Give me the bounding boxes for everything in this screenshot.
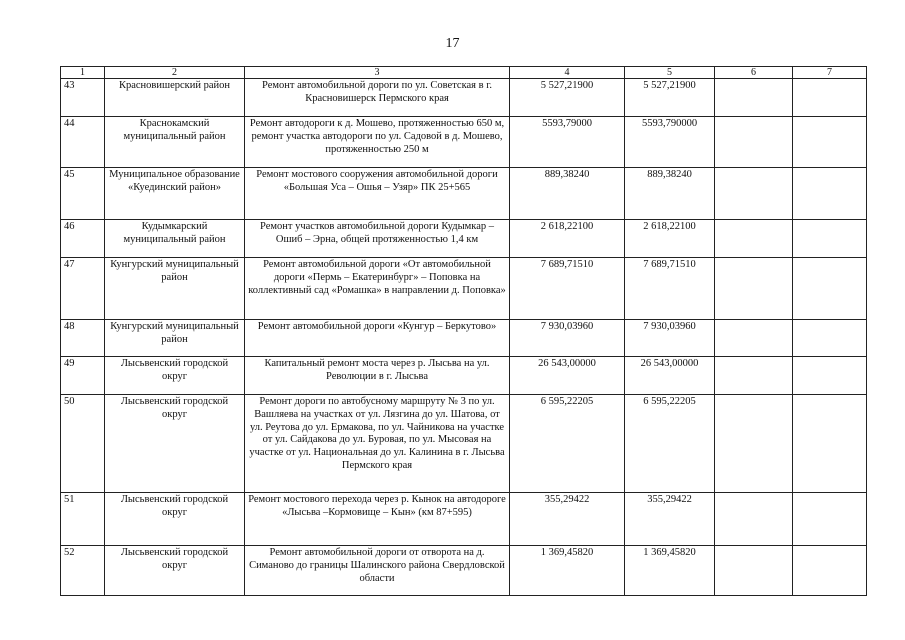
- amount-col4-cell: 355,29422: [510, 493, 625, 546]
- work-description-cell: Ремонт автомобильной дороги «От автомобильной дороги «Пермь – Екатеринбург» – Поповка на коллективный сад «Ромашка» в направлении д. Поповка»: [245, 258, 510, 320]
- header-row: [61, 67, 867, 79]
- work-description-cell: Ремонт участков автомобильной дороги Кудымкар – Ошиб – Эрна, общей протяженностью 1,4 км: [245, 220, 510, 258]
- row-number-cell: 47: [61, 258, 105, 320]
- row-number-cell: 49: [61, 357, 105, 395]
- col7-cell: [793, 258, 867, 320]
- column-header: 1: [61, 67, 105, 79]
- amount-col5-cell: 7 689,71510: [625, 258, 715, 320]
- amount-col5-cell: 2 618,22100: [625, 220, 715, 258]
- amount-col4-cell: 5593,79000: [510, 117, 625, 168]
- row-number-cell: 46: [61, 220, 105, 258]
- district-cell: Красновишерский район: [105, 79, 245, 117]
- amount-col4-cell: 1 369,45820: [510, 546, 625, 596]
- table-row: [61, 546, 867, 596]
- col6-cell: [715, 395, 793, 493]
- district-cell: Лысьвенский городской округ: [105, 357, 245, 395]
- amount-col5-cell: 26 543,00000: [625, 357, 715, 395]
- col6-cell: [715, 258, 793, 320]
- work-description-cell: Ремонт автомобильной дороги от отворота на д. Симаново до границы Шалинского района Свердловской области: [245, 546, 510, 596]
- table-row: [61, 395, 867, 493]
- col6-cell: [715, 357, 793, 395]
- table-row: [61, 220, 867, 258]
- work-description-cell: Ремонт автомобильной дороги «Кунгур – Беркутово»: [245, 320, 510, 357]
- district-cell: Кунгурский муниципальный район: [105, 258, 245, 320]
- page-number: 17: [445, 36, 460, 51]
- column-header: 4: [510, 67, 625, 79]
- col7-cell: [793, 320, 867, 357]
- data-table: [60, 66, 867, 596]
- amount-col5-cell: 5 527,21900: [625, 79, 715, 117]
- amount-col4-cell: 5 527,21900: [510, 79, 625, 117]
- column-header: 2: [105, 67, 245, 79]
- row-number-cell: 50: [61, 395, 105, 493]
- work-description-cell: Ремонт дороги по автобусному маршруту № 3 по ул. Вашляева на участках от ул. Лязгина до ул. Шатова, от ул. Реутова до ул. Ермакова, по ул. Чайникова на участке от ул. Сайдакова до ул. Буровая, по ул. Мысовая на участке от ул. Национальная до ул. Калинина в г. Лысьва Пермского края: [245, 395, 510, 493]
- work-description-cell: Капитальный ремонт моста через р. Лысьва на ул. Революции в г. Лысьва: [245, 357, 510, 395]
- col7-cell: [793, 395, 867, 493]
- col6-cell: [715, 79, 793, 117]
- row-number-cell: 52: [61, 546, 105, 596]
- work-description-cell: Ремонт автомобильной дороги по ул. Советская в г. Красновишерск Пермского края: [245, 79, 510, 117]
- column-header: 6: [715, 67, 793, 79]
- table-row: [61, 493, 867, 546]
- district-cell: Лысьвенский городской округ: [105, 395, 245, 493]
- table-row: [61, 79, 867, 117]
- amount-col4-cell: 26 543,00000: [510, 357, 625, 395]
- row-number-cell: 44: [61, 117, 105, 168]
- district-cell: Кудымкарский муниципальный район: [105, 220, 245, 258]
- col7-cell: [793, 117, 867, 168]
- amount-col4-cell: 7 689,71510: [510, 258, 625, 320]
- table-row: [61, 320, 867, 357]
- amount-col5-cell: 889,38240: [625, 168, 715, 220]
- district-cell: Лысьвенский городской округ: [105, 546, 245, 596]
- col6-cell: [715, 117, 793, 168]
- col6-cell: [715, 220, 793, 258]
- amount-col5-cell: 1 369,45820: [625, 546, 715, 596]
- col7-cell: [793, 357, 867, 395]
- column-header: 7: [793, 67, 867, 79]
- row-number-cell: 43: [61, 79, 105, 117]
- amount-col5-cell: 6 595,22205: [625, 395, 715, 493]
- amount-col5-cell: 5593,790000: [625, 117, 715, 168]
- district-cell: Кунгурский муниципальный район: [105, 320, 245, 357]
- col7-cell: [793, 79, 867, 117]
- work-description-cell: Ремонт мостового перехода через р. Кынок на автодороге «Лысьва –Кормовище – Кын» (км 87+595): [245, 493, 510, 546]
- amount-col4-cell: 889,38240: [510, 168, 625, 220]
- district-cell: Муниципальное образование «Куединский район»: [105, 168, 245, 220]
- amount-col4-cell: 2 618,22100: [510, 220, 625, 258]
- table-row: [61, 117, 867, 168]
- column-header: 3: [245, 67, 510, 79]
- district-cell: Лысьвенский городской округ: [105, 493, 245, 546]
- col7-cell: [793, 168, 867, 220]
- amount-col4-cell: 6 595,22205: [510, 395, 625, 493]
- col7-cell: [793, 220, 867, 258]
- row-number-cell: 48: [61, 320, 105, 357]
- work-description-cell: Ремонт автодороги к д. Мошево, протяженностью 650 м, ремонт участка автодороги по ул. Садовой в д. Мошево, протяженностью 250 м: [245, 117, 510, 168]
- col6-cell: [715, 168, 793, 220]
- column-header: 5: [625, 67, 715, 79]
- col6-cell: [715, 546, 793, 596]
- amount-col4-cell: 7 930,03960: [510, 320, 625, 357]
- district-cell: Краснокамский муниципальный район: [105, 117, 245, 168]
- table-row: [61, 258, 867, 320]
- col6-cell: [715, 493, 793, 546]
- amount-col5-cell: 355,29422: [625, 493, 715, 546]
- amount-col5-cell: 7 930,03960: [625, 320, 715, 357]
- col7-cell: [793, 546, 867, 596]
- row-number-cell: 45: [61, 168, 105, 220]
- table-row: [61, 357, 867, 395]
- col7-cell: [793, 493, 867, 546]
- table-row: [61, 168, 867, 220]
- row-number-cell: 51: [61, 493, 105, 546]
- col6-cell: [715, 320, 793, 357]
- work-description-cell: Ремонт мостового сооружения автомобильной дороги «Большая Уса – Ошья – Узяр» ПК 25+565: [245, 168, 510, 220]
